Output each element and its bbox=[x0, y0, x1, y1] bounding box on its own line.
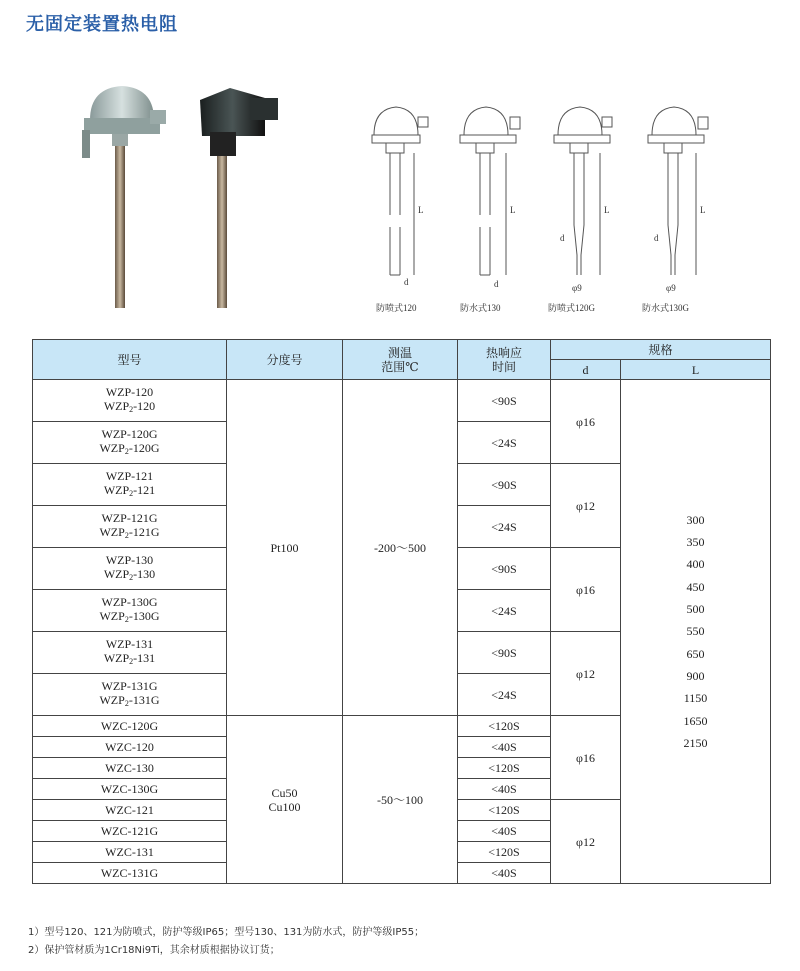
grey-head-photo bbox=[82, 86, 166, 308]
response-cell: <24S bbox=[458, 422, 551, 464]
model-cell: WZP-121G $WZP_2-121G$ bbox=[33, 506, 227, 548]
caption-130g: 防水式130G bbox=[642, 303, 689, 313]
label-d-1: d bbox=[404, 277, 409, 287]
response-cell: <40S bbox=[458, 863, 551, 884]
model-cell: WZC-130 bbox=[33, 758, 227, 779]
model-cell: WZP-131 $WZP_2-131$ bbox=[33, 632, 227, 674]
label-L-1: L bbox=[418, 205, 424, 215]
d-cell: φ16 bbox=[551, 380, 621, 464]
label-d-4: d bbox=[654, 233, 659, 243]
model-cell: WZC-121G bbox=[33, 821, 227, 842]
label-phi9-2: φ9 bbox=[666, 283, 676, 293]
response-cell: <120S bbox=[458, 758, 551, 779]
table-row bbox=[33, 380, 771, 422]
pt-index-cell: Pt100 bbox=[227, 380, 343, 716]
page-title: 无固定装置热电阻 bbox=[26, 14, 178, 35]
model-cell: WZC-121 bbox=[33, 800, 227, 821]
model-cell: WZP-130G $WZP_2-130G$ bbox=[33, 590, 227, 632]
header-spec: 规格 bbox=[551, 340, 771, 360]
header-L: L bbox=[621, 360, 771, 380]
footnotes bbox=[28, 924, 424, 960]
response-cell: <120S bbox=[458, 800, 551, 821]
d-cell: φ16 bbox=[551, 716, 621, 800]
label-L-4: L bbox=[700, 205, 706, 215]
model-cell: WZC-120 bbox=[33, 737, 227, 758]
model-cell: WZP-121 $WZP_2-121$ bbox=[33, 464, 227, 506]
model-cell: WZP-120G $WZP_2-120G$ bbox=[33, 422, 227, 464]
header-response: 热响应 时间 bbox=[458, 340, 551, 380]
diagram-120g bbox=[554, 107, 612, 275]
response-cell: <120S bbox=[458, 716, 551, 737]
response-cell: <120S bbox=[458, 842, 551, 863]
response-cell: <40S bbox=[458, 737, 551, 758]
response-cell: <24S bbox=[458, 674, 551, 716]
response-cell: <24S bbox=[458, 506, 551, 548]
header-d: d bbox=[551, 360, 621, 380]
model-cell: WZC-131G bbox=[33, 863, 227, 884]
label-L-2: L bbox=[510, 205, 516, 215]
d-cell: φ12 bbox=[551, 800, 621, 884]
response-cell: <90S bbox=[458, 632, 551, 674]
cu-index-cell: Cu50 Cu100 bbox=[227, 716, 343, 884]
response-cell: <40S bbox=[458, 821, 551, 842]
caption-120g: 防喷式120G bbox=[548, 303, 595, 313]
label-d-3: d bbox=[560, 233, 565, 243]
d-cell: φ16 bbox=[551, 548, 621, 632]
product-photos bbox=[70, 70, 300, 320]
black-head-photo bbox=[200, 88, 278, 308]
cu-range-cell: -50～100 bbox=[343, 716, 458, 884]
d-cell: φ12 bbox=[551, 464, 621, 548]
caption-120: 防喷式120 bbox=[376, 303, 417, 313]
label-L-3: L bbox=[604, 205, 610, 215]
model-cell: WZC-131 bbox=[33, 842, 227, 863]
response-cell: <90S bbox=[458, 548, 551, 590]
model-cell: WZP-131G $WZP_2-131G$ bbox=[33, 674, 227, 716]
spec-table bbox=[32, 339, 771, 884]
model-cell: WZC-120G bbox=[33, 716, 227, 737]
note-2: 2）保护管材质为1Cr18Ni9Ti，其余材质根据协议订货； bbox=[28, 945, 280, 956]
caption-130: 防水式130 bbox=[460, 303, 501, 313]
response-cell: <24S bbox=[458, 590, 551, 632]
model-cell: WZP-130 $WZP_2-130$ bbox=[33, 548, 227, 590]
pt-range-cell: -200～500 bbox=[343, 380, 458, 716]
response-cell: <90S bbox=[458, 380, 551, 422]
label-phi9-1: φ9 bbox=[572, 283, 582, 293]
response-cell: <40S bbox=[458, 779, 551, 800]
model-cell: WZC-130G bbox=[33, 779, 227, 800]
model-cell: WZP-120 $WZP_2-120$ bbox=[33, 380, 227, 422]
header-model: 型号 bbox=[33, 340, 227, 380]
d-cell: φ12 bbox=[551, 632, 621, 716]
header-index: 分度号 bbox=[227, 340, 343, 380]
header-range: 测温 范围℃ bbox=[343, 340, 458, 380]
diagram-130g bbox=[648, 107, 708, 275]
L-values-cell: 300 350 400 450 500 550 650 900 1150 1650 2150 bbox=[621, 380, 771, 884]
note-1: 1）型号120、121为防喷式，防护等级IP65；型号130、131为防水式，防护等级IP55； bbox=[28, 927, 425, 938]
diagram-130 bbox=[460, 107, 520, 275]
label-d-2: d bbox=[494, 279, 499, 289]
dimension-diagrams bbox=[360, 95, 760, 325]
diagram-120 bbox=[372, 107, 428, 275]
response-cell: <90S bbox=[458, 464, 551, 506]
